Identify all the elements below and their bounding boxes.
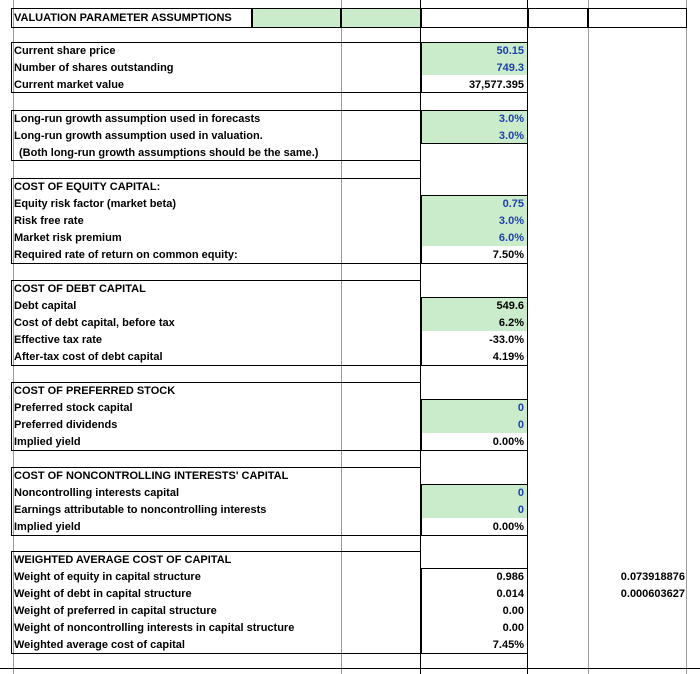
growth-valuation-value[interactable]: 3.0% <box>498 130 524 142</box>
pretax-cost-value[interactable]: 6.2% <box>498 317 524 329</box>
preferred-dividends-value[interactable]: 0 <box>517 419 524 431</box>
nci-capital-value[interactable]: 0 <box>517 487 524 499</box>
required-return-value[interactable]: 7.50% <box>492 249 524 261</box>
nci-capital-label: Noncontrolling interests capital <box>14 487 180 499</box>
preferred-capital-value[interactable]: 0 <box>517 402 524 414</box>
nci-earnings-value[interactable]: 0 <box>517 504 524 516</box>
risk-free-value[interactable]: 3.0% <box>498 215 524 227</box>
market-value-value[interactable]: 37,577.395 <box>468 79 524 91</box>
market-value-label: Current market value <box>14 79 125 91</box>
preferred-capital-label: Preferred stock capital <box>14 402 133 414</box>
shares-outstanding-label: Number of shares outstanding <box>14 62 174 74</box>
debt-section-title: COST OF DEBT CAPITAL <box>14 283 146 295</box>
market-risk-premium-label: Market risk premium <box>14 232 122 244</box>
preferred-weight-value[interactable]: 0.00 <box>502 605 524 617</box>
wacc-section-title: WEIGHTED AVERAGE COST OF CAPITAL <box>14 554 232 566</box>
market-risk-premium-value[interactable]: 6.0% <box>498 232 524 244</box>
aftertax-cost-value[interactable]: 4.19% <box>492 351 524 363</box>
debt-weight-value[interactable]: 0.014 <box>496 588 524 600</box>
share-price-value[interactable]: 50.15 <box>496 45 524 57</box>
tax-rate-label: Effective tax rate <box>14 334 103 346</box>
tax-rate-value[interactable]: -33.0% <box>489 334 524 346</box>
equity-weight-extra[interactable]: 0.073918876 <box>620 571 685 583</box>
required-return-label: Required rate of return on common equity: <box>14 249 238 261</box>
preferred-section-title: COST OF PREFERRED STOCK <box>14 385 176 397</box>
nci-section-title: COST OF NONCONTROLLING INTERESTS' CAPITAL <box>14 470 289 482</box>
debt-capital-value[interactable]: 549.6 <box>496 300 524 312</box>
nci-weight-value[interactable]: 0.00 <box>502 622 524 634</box>
debt-weight-label: Weight of debt in capital structure <box>14 588 192 600</box>
nci-weight-label: Weight of noncontrolling interests in capital structure <box>14 622 295 634</box>
preferred-yield-label: Implied yield <box>14 436 81 448</box>
growth-forecast-label: Long-run growth assumption used in forecasts <box>14 113 261 125</box>
shares-outstanding-value[interactable]: 749.3 <box>496 62 524 74</box>
equity-weight-label: Weight of equity in capital structure <box>14 571 201 583</box>
preferred-yield-value[interactable]: 0.00% <box>492 436 524 448</box>
share-price-label: Current share price <box>14 45 116 57</box>
preferred-weight-label: Weight of preferred in capital structure <box>14 605 217 617</box>
wacc-label: Weighted average cost of capital <box>14 639 185 651</box>
nci-yield-value[interactable]: 0.00% <box>492 521 524 533</box>
preferred-dividends-label: Preferred dividends <box>14 419 118 431</box>
pretax-cost-label: Cost of debt capital, before tax <box>14 317 175 329</box>
growth-note: (Both long-run growth assumptions should be the same.) <box>19 147 319 159</box>
aftertax-cost-label: After-tax cost of debt capital <box>14 351 163 363</box>
nci-yield-label: Implied yield <box>14 521 81 533</box>
sheet-title: VALUATION PARAMETER ASSUMPTIONS <box>14 12 232 24</box>
beta-value[interactable]: 0.75 <box>502 198 524 210</box>
debt-capital-label: Debt capital <box>14 300 77 312</box>
growth-forecast-value[interactable]: 3.0% <box>498 113 524 125</box>
equity-weight-value[interactable]: 0.986 <box>496 571 524 583</box>
beta-label: Equity risk factor (market beta) <box>14 198 176 210</box>
nci-earnings-label: Earnings attributable to noncontrolling interests <box>14 504 267 516</box>
risk-free-label: Risk free rate <box>14 215 84 227</box>
debt-weight-extra[interactable]: 0.000603627 <box>620 588 685 600</box>
wacc-value[interactable]: 7.45% <box>492 639 524 651</box>
growth-valuation-label: Long-run growth assumption used in valuation. <box>14 130 263 142</box>
equity-section-title: COST OF EQUITY CAPITAL: <box>14 181 161 193</box>
